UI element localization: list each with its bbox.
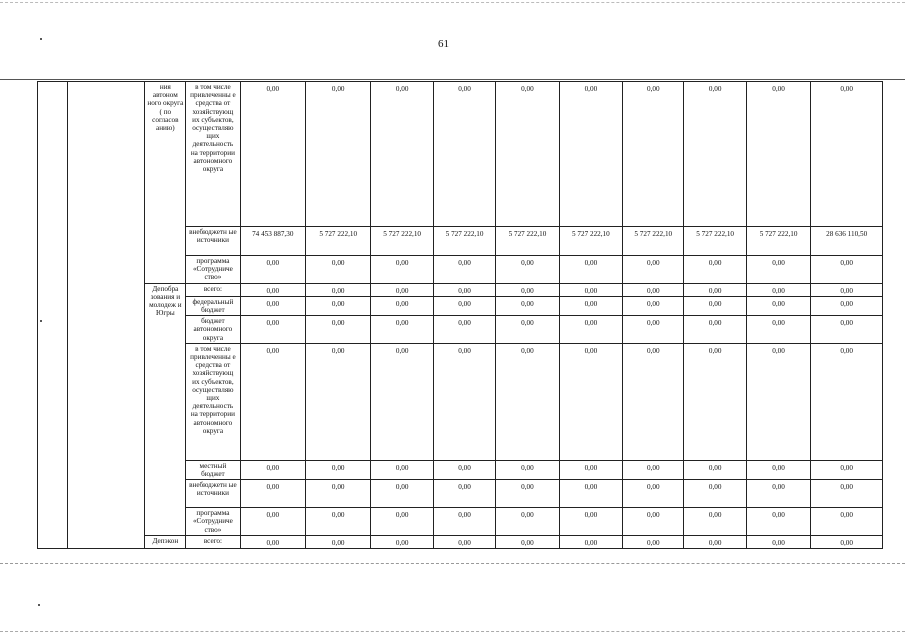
amount-cell: 0,00 <box>811 283 883 296</box>
amount-cell: 0,00 <box>371 480 433 508</box>
amount-cell: 0,00 <box>811 480 883 508</box>
amount-cell: 0,00 <box>559 508 622 536</box>
amount-cell: 0,00 <box>305 508 370 536</box>
amount-cell: 0,00 <box>746 508 810 536</box>
amount-cell: 5 727 222,10 <box>684 227 746 256</box>
budget-table <box>37 81 883 549</box>
amount-cell: 5 727 222,10 <box>496 227 559 256</box>
amount-cell: 0,00 <box>623 460 684 479</box>
funding-source-cell: федеральный бюджет <box>186 296 240 315</box>
amount-cell: 0,00 <box>684 508 746 536</box>
amount-cell: 0,00 <box>496 536 559 549</box>
amount-cell: 0,00 <box>371 296 433 315</box>
funding-source-cell: местный бюджет <box>186 460 240 479</box>
amount-cell: 0,00 <box>371 256 433 284</box>
amount-cell: 5 727 222,10 <box>305 227 370 256</box>
amount-cell: 0,00 <box>746 343 810 460</box>
amount-cell: 0,00 <box>433 536 495 549</box>
amount-cell: 0,00 <box>496 82 559 227</box>
amount-cell: 0,00 <box>496 460 559 479</box>
amount-cell: 0,00 <box>559 343 622 460</box>
funding-source-cell: внебюджетн ые источники <box>186 480 240 508</box>
amount-cell: 0,00 <box>684 480 746 508</box>
amount-cell: 0,00 <box>305 256 370 284</box>
amount-cell: 0,00 <box>684 460 746 479</box>
amount-cell: 0,00 <box>746 296 810 315</box>
amount-cell: 0,00 <box>623 508 684 536</box>
amount-cell: 0,00 <box>305 296 370 315</box>
funding-source-cell: программа «Сотрудниче ство» <box>186 508 240 536</box>
funding-source-cell: в том числе привлеченны е средства от хозяйствующ их субъектов, осуществляю щих деятельность на территории автономного округа <box>186 82 240 227</box>
amount-cell: 0,00 <box>684 316 746 344</box>
amount-cell: 0,00 <box>811 508 883 536</box>
amount-cell: 0,00 <box>559 480 622 508</box>
amount-cell: 0,00 <box>684 82 746 227</box>
amount-cell: 0,00 <box>623 82 684 227</box>
amount-cell: 5 727 222,10 <box>623 227 684 256</box>
amount-cell: 5 727 222,10 <box>371 227 433 256</box>
amount-cell: 0,00 <box>240 536 305 549</box>
funding-source-cell: программа «Сотрудниче ство» <box>186 256 240 284</box>
amount-cell: 0,00 <box>240 256 305 284</box>
amount-cell: 0,00 <box>559 82 622 227</box>
amount-cell: 0,00 <box>496 316 559 344</box>
amount-cell: 0,00 <box>623 536 684 549</box>
amount-cell: 0,00 <box>305 343 370 460</box>
amount-cell: 0,00 <box>240 82 305 227</box>
amount-cell: 5 727 222,10 <box>559 227 622 256</box>
amount-cell: 0,00 <box>433 343 495 460</box>
amount-cell: 0,00 <box>433 480 495 508</box>
amount-cell: 0,00 <box>623 256 684 284</box>
amount-cell: 74 453 887,30 <box>240 227 305 256</box>
amount-cell: 0,00 <box>433 82 495 227</box>
amount-cell: 0,00 <box>496 480 559 508</box>
amount-cell: 0,00 <box>684 296 746 315</box>
amount-cell: 0,00 <box>433 256 495 284</box>
amount-cell: 0,00 <box>371 82 433 227</box>
amount-cell: 0,00 <box>371 343 433 460</box>
amount-cell: 0,00 <box>496 508 559 536</box>
footer-rule <box>0 563 905 564</box>
bottom-scan-edge <box>0 631 905 632</box>
amount-cell: 0,00 <box>240 480 305 508</box>
amount-cell: 0,00 <box>811 82 883 227</box>
amount-cell: 0,00 <box>746 256 810 284</box>
amount-cell: 0,00 <box>623 316 684 344</box>
amount-cell: 0,00 <box>240 343 305 460</box>
funding-source-cell: бюджет автономного округа <box>186 316 240 344</box>
amount-cell: 28 636 110,50 <box>811 227 883 256</box>
empty-cell <box>38 82 68 549</box>
table-row <box>38 82 883 227</box>
amount-cell: 0,00 <box>684 256 746 284</box>
amount-cell: 0,00 <box>496 296 559 315</box>
amount-cell: 0,00 <box>559 296 622 315</box>
amount-cell: 0,00 <box>240 283 305 296</box>
amount-cell: 0,00 <box>433 283 495 296</box>
amount-cell: 0,00 <box>811 460 883 479</box>
amount-cell: 5 727 222,10 <box>433 227 495 256</box>
amount-cell: 0,00 <box>305 82 370 227</box>
amount-cell: 0,00 <box>811 296 883 315</box>
amount-cell: 0,00 <box>433 296 495 315</box>
amount-cell: 0,00 <box>433 508 495 536</box>
amount-cell: 0,00 <box>496 283 559 296</box>
amount-cell: 0,00 <box>371 460 433 479</box>
funding-source-cell: всего: <box>186 283 240 296</box>
amount-cell: 0,00 <box>746 283 810 296</box>
amount-cell: 0,00 <box>746 536 810 549</box>
amount-cell: 0,00 <box>559 256 622 284</box>
amount-cell: 0,00 <box>496 256 559 284</box>
responsible-cell: Депобра зования и молодеж и Югры <box>145 283 186 536</box>
funding-source-cell: внебюджетн ые источники <box>186 227 240 256</box>
responsible-cell: ния автоном ного округа ( по согласов анию) <box>145 82 186 284</box>
responsible-cell: Депэкон <box>145 536 186 549</box>
scan-speck <box>38 604 40 606</box>
header-rule <box>0 79 905 80</box>
amount-cell: 0,00 <box>559 283 622 296</box>
amount-cell: 0,00 <box>240 316 305 344</box>
amount-cell: 0,00 <box>433 460 495 479</box>
table-body <box>38 82 883 549</box>
page-number: 61 <box>438 38 449 50</box>
amount-cell: 0,00 <box>240 508 305 536</box>
amount-cell: 0,00 <box>746 460 810 479</box>
amount-cell: 0,00 <box>305 460 370 479</box>
amount-cell: 0,00 <box>240 460 305 479</box>
amount-cell: 0,00 <box>811 343 883 460</box>
amount-cell: 0,00 <box>811 316 883 344</box>
empty-cell <box>67 82 145 549</box>
amount-cell: 0,00 <box>371 508 433 536</box>
amount-cell: 0,00 <box>371 316 433 344</box>
amount-cell: 0,00 <box>240 296 305 315</box>
amount-cell: 0,00 <box>684 536 746 549</box>
amount-cell: 0,00 <box>684 283 746 296</box>
funding-source-cell: всего: <box>186 536 240 549</box>
amount-cell: 0,00 <box>811 536 883 549</box>
amount-cell: 0,00 <box>496 343 559 460</box>
amount-cell: 0,00 <box>305 316 370 344</box>
amount-cell: 0,00 <box>623 296 684 315</box>
table-row <box>38 536 883 549</box>
amount-cell: 0,00 <box>559 316 622 344</box>
amount-cell: 0,00 <box>623 343 684 460</box>
amount-cell: 0,00 <box>305 480 370 508</box>
amount-cell: 0,00 <box>684 343 746 460</box>
scan-speck <box>40 38 42 40</box>
table-row <box>38 283 883 296</box>
funding-source-cell: в том числе привлеченны е средства от хозяйствующ их субъектов, осуществляю щих деятельность на территории автономного округа <box>186 343 240 460</box>
amount-cell: 0,00 <box>559 536 622 549</box>
amount-cell: 0,00 <box>305 283 370 296</box>
amount-cell: 0,00 <box>433 316 495 344</box>
amount-cell: 0,00 <box>371 283 433 296</box>
amount-cell: 0,00 <box>623 283 684 296</box>
amount-cell: 0,00 <box>746 480 810 508</box>
amount-cell: 0,00 <box>559 460 622 479</box>
amount-cell: 0,00 <box>746 316 810 344</box>
amount-cell: 0,00 <box>746 82 810 227</box>
amount-cell: 0,00 <box>371 536 433 549</box>
top-scan-edge <box>0 2 905 3</box>
amount-cell: 0,00 <box>811 256 883 284</box>
amount-cell: 0,00 <box>623 480 684 508</box>
amount-cell: 5 727 222,10 <box>746 227 810 256</box>
amount-cell: 0,00 <box>305 536 370 549</box>
